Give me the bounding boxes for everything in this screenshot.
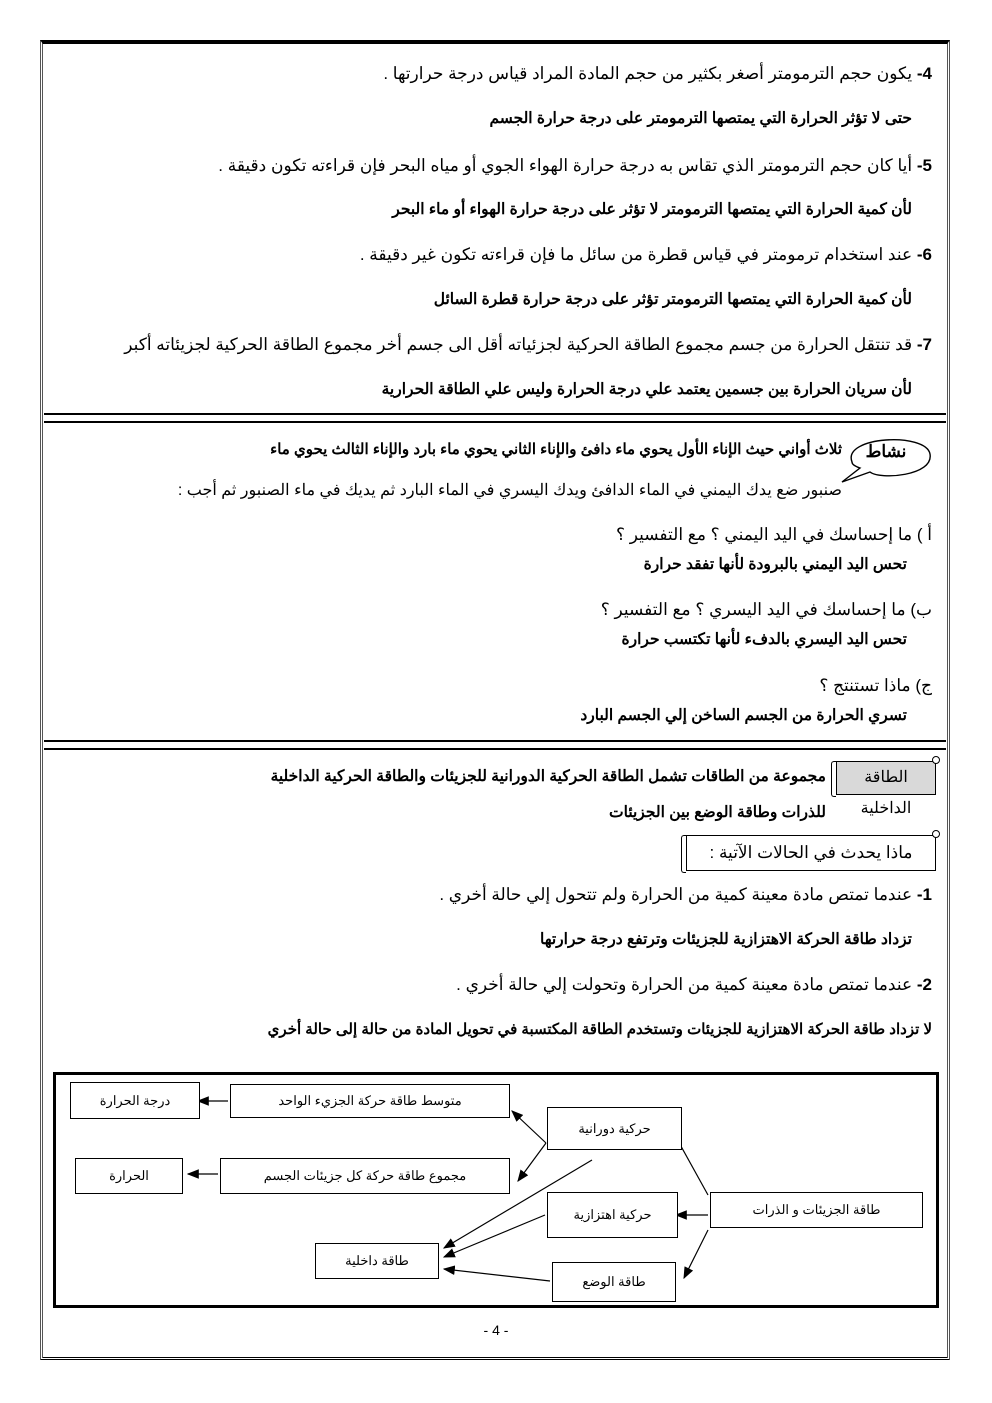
- section-divider: [44, 413, 946, 423]
- activity-intro-line2: صنبور ضع يدك اليمني في الماء الدافئ ويدك اليسري في الماء البارد ثم يديك في ماء الصنبور ثم أجب :: [177, 482, 842, 499]
- question-7: 7- قد تنتقل الحرارة من جسم مجموع الطاقة الحركية لجزئياته أقل الى جسم أخر مجموع الطاقة الحركية لجزيئاته أكبر: [124, 335, 932, 354]
- activity-answer-a: تحس اليد اليمني بالبرودة لأنها تفقد حرارة: [643, 556, 907, 573]
- activity-question-c: ج) ماذا تستنتج ؟: [819, 676, 932, 695]
- case-answer-2: لا تزداد طاقة الحركة الاهتزازية للجزيئات وتستخدم الطاقة المكتسبة في تحويل المادة من حالة إلى حالة أخري: [267, 1021, 932, 1038]
- page-number: - 4 -: [483, 1322, 509, 1338]
- question-6: 6- عند استخدام ترمومتر في قياس قطرة من سائل ما فإن قراءته تكون غير دقيقة .: [359, 245, 932, 264]
- case-answer-1: تزداد طاقة الحركة الاهتزازية للجزيئات وترتفع درجة حرارتها: [540, 931, 912, 948]
- activity-badge-label: نشاط: [865, 442, 907, 461]
- term-label-internal-energy: الطاقة الداخلية: [836, 761, 936, 795]
- node-rotational-kinetic: حركية دورانية: [547, 1107, 682, 1150]
- speech-bubble-icon: [840, 432, 932, 492]
- internal-energy-definition-line2: للذرات وطاقة الوضع بين الجزيئات: [609, 804, 826, 821]
- node-internal-energy: طاقة داخلية: [315, 1243, 439, 1279]
- cases-heading: ماذا يحدث في الحالات الآتية :: [686, 835, 936, 871]
- answer-7: لأن سريان الحرارة بين جسمين يعتمد علي درجة الحرارة وليس علي الطاقة الحرارية: [381, 381, 912, 398]
- answer-5: لأن كمية الحرارة التي يمتصها الترمومتر لا تؤثر على درجة حرارة الهواء أو ماء البحر: [392, 201, 912, 218]
- node-molecules-atoms-energy: طاقة الجزيئات و الذرات: [710, 1192, 923, 1228]
- question-5: 5- أيا كان حجم الترمومتر الذي تقاس به درجة حرارة الهواء الجوي أو مياه البحر فإن قراءته تكون دقيقة .: [218, 156, 932, 175]
- energy-diagram: [53, 1072, 939, 1308]
- node-heat: الحرارة: [75, 1158, 183, 1194]
- section-divider: [44, 740, 946, 750]
- activity-question-a: أ ) ما إحساسك في اليد اليمني ؟ مع التفسير ؟: [616, 525, 932, 544]
- node-avg-molecule-kinetic-energy: متوسط طاقة حركة الجزيء الواحد: [230, 1084, 510, 1118]
- answer-4: حتى لا تؤثر الحرارة التي يمتصها الترمومتر على درجة حرارة الجسم: [489, 110, 912, 127]
- answer-6: لأن كمية الحرارة التي يمتصها الترمومتر تؤثر على درجة حرارة قطرة السائل: [433, 291, 912, 308]
- node-total-kinetic-energy: مجموع طاقة حركة كل جزيئات الجسم: [220, 1158, 510, 1194]
- node-temperature: درجة الحرارة: [70, 1082, 200, 1119]
- case-question-1: 1- عندما تمتص مادة معينة كمية من الحرارة ولم تتحول إلي حالة أخري .: [439, 885, 932, 904]
- node-potential-energy: طاقة الوضع: [552, 1262, 676, 1302]
- activity-answer-b: تحس اليد اليسري بالدفء لأنها تكتسب حرارة: [621, 631, 907, 648]
- activity-intro-line1: ثلاث أواني حيث الإناء الأول يحوي ماء دافئ والإناء الثاني يحوي ماء بارد والإناء الثالث يحوي ماء: [270, 441, 842, 458]
- internal-energy-definition-line1: مجموعة من الطاقات تشمل الطاقة الحركية الدورانية للجزيئات والطاقة الحركية الداخلية: [270, 768, 826, 785]
- case-question-2: 2- عندما تمتص مادة معينة كمية من الحرارة وتحولت إلي حالة أخري .: [456, 975, 932, 994]
- node-vibrational-kinetic: حركية اهتزازية: [547, 1192, 678, 1238]
- activity-answer-c: تسري الحرارة من الجسم الساخن إلي الجسم البارد: [580, 707, 907, 724]
- activity-question-b: ب) ما إحساسك في اليد اليسري ؟ مع التفسير ؟: [600, 600, 932, 619]
- question-4: 4- يكون حجم الترمومتر أصغر بكثير من حجم المادة المراد قياس درجة حرارتها .: [383, 64, 932, 83]
- activity-badge: [840, 432, 932, 480]
